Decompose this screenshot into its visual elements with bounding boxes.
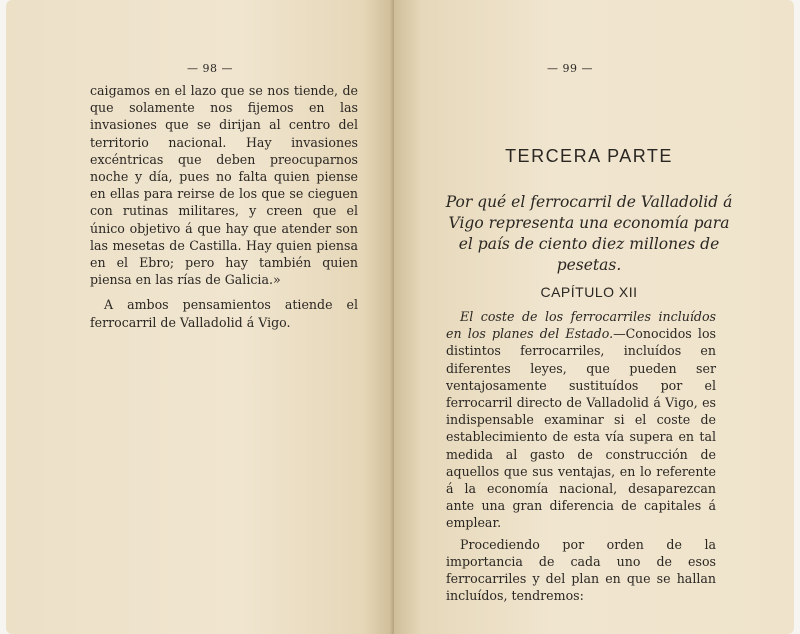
page-number-left: — 98 — [187,62,233,75]
left-page [6,0,394,634]
section-heading: El coste de los ferrocarriles incluídos en los planes del Estado. [446,309,716,342]
body-paragraph-text: —Conocidos los distintos ferrocarriles, incluídos en diferentes leyes, que pueden ser ventajosamente sustituídos por el ferrocarril directo de Valladolid á Vigo, es indispensable examinar si el coste de establecimiento de esta vía supera en tal medida al gasto de construcción de aquellos que sus ventajas, en lo referente á la economía nacional, desaparezcan ante una gran diferencia de capitales á emplear. [446,326,716,531]
part-subtitle: Por qué el ferrocarril de Valladolid á Vigo representa una economía para el país de ciento diez millones de pesetas. [445,193,733,274]
body-paragraph: caigamos en el lazo que se nos tiende, de que solamente nos fijemos en las invasiones que se dirijan al centro del territorio nacional. Hay invasiones excéntricas que deben preocuparnos noche y día, pues no falta quien piense en ellas para reirse de los que se cieguen con rutinas militares, y creen que el único objetivo á que hay que atender son las mesetas de Castilla. Hay quien piensa en el Ebro; pero hay también quien piensa en las rías de Galicia.» [90,83,358,288]
page-number-right: — 99 — [547,62,593,75]
chapter-title: CAPÍTULO XII [540,284,638,300]
right-page-body [446,308,716,604]
body-paragraph [446,308,716,532]
part-title: TERCERA PARTE [505,146,673,166]
left-page-body [90,82,358,331]
body-paragraph: Procediendo por orden de la importancia de cada uno de esos ferrocarriles y del plan en que se hallan incluídos, tendremos: [446,536,716,604]
right-page [394,0,794,634]
body-paragraph: A ambos pensamientos atiende el ferrocarril de Valladolid á Vigo. [90,297,358,330]
